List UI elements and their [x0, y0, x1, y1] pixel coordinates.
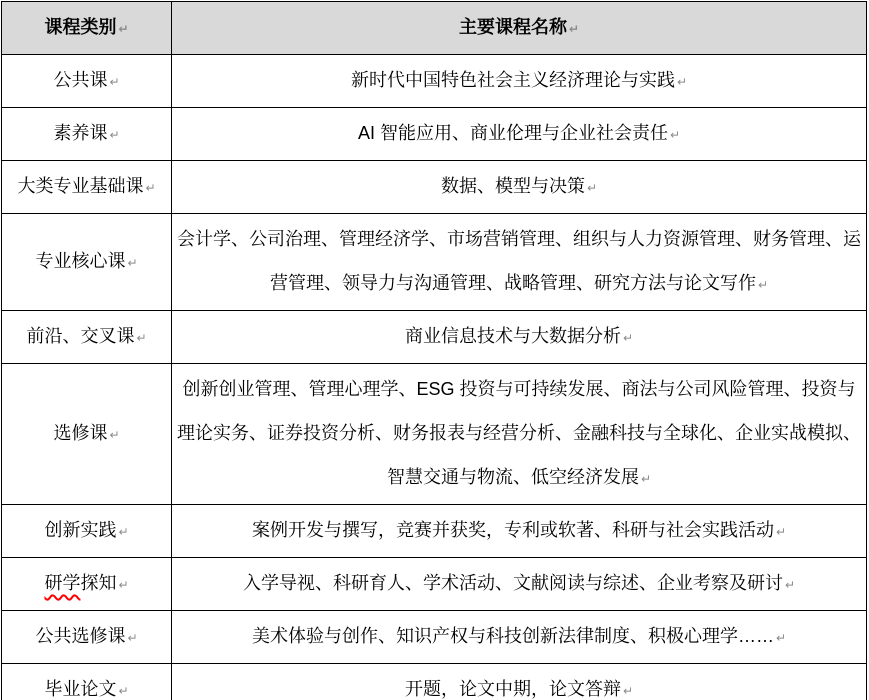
paragraph-mark-icon: ↵: [145, 181, 156, 195]
paragraph-mark-icon: ↵: [109, 128, 120, 142]
category-text: 专业核心课: [35, 251, 126, 271]
category-cell: [2, 214, 172, 311]
courses-text: 美术体验与创作、知识产权与科技创新法律制度、积极心理学……: [251, 626, 774, 646]
curriculum-table: [1, 1, 867, 700]
category-cell: [2, 108, 172, 161]
header-cell-category: [2, 2, 172, 55]
category-text: 公共选修课: [35, 626, 126, 646]
category-text: 前沿、交叉课: [26, 326, 135, 346]
table-row: [2, 214, 867, 311]
courses-cell: [172, 558, 867, 611]
courses-text: 数据、模型与决策: [440, 176, 585, 196]
courses-cell: [172, 611, 867, 664]
courses-text: 入学导视、科研育人、学术活动、文献阅读与综述、企业考察及研讨: [242, 573, 783, 593]
courses-text: 会计学、公司治理、管理经济学、市场营销管理、组织与人力资源管理、财务管理、运营管理、领导力与沟通管理、战略管理、研究方法与论文写作: [177, 229, 861, 293]
category-cell: [2, 364, 172, 505]
courses-text: 新时代中国特色社会主义经济理论与实践: [350, 70, 675, 90]
courses-text: 开题，论文中期，论文答辩: [404, 679, 621, 699]
category-cell: [2, 55, 172, 108]
paragraph-mark-icon: ↵: [784, 578, 796, 592]
category-cell: [2, 611, 172, 664]
category-text: 创新实践: [44, 520, 117, 540]
header-cell-courses: [172, 2, 867, 55]
courses-cell: [172, 505, 867, 558]
paragraph-mark-icon: ↵: [118, 578, 129, 592]
paragraph-mark-icon: ↵: [118, 684, 129, 698]
courses-text: AI 智能应用、商业伦理与企业社会责任: [357, 123, 668, 143]
paragraph-mark-icon: ↵: [109, 428, 120, 442]
category-text: 大类专业基础课: [17, 176, 144, 196]
courses-text: 案例开发与撰写，竞赛并获奖，专利或软著、科研与社会实践活动: [251, 520, 774, 540]
category-text: 素养课: [53, 123, 108, 143]
category-misspelled-part: 研学: [44, 573, 81, 593]
paragraph-mark-icon: ↵: [118, 22, 129, 36]
category-cell: [2, 505, 172, 558]
table-row: [2, 161, 867, 214]
paragraph-mark-icon: ↵: [622, 331, 634, 345]
paragraph-mark-icon: ↵: [676, 75, 688, 89]
table-row: [2, 664, 867, 700]
paragraph-mark-icon: ↵: [127, 631, 138, 645]
courses-text: 创新创业管理、管理心理学、ESG 投资与可持续发展、商法与公司风险管理、投资与理论实务、证券投资分析、财务报表与经营分析、金融科技与全球化、企业实战模拟、智慧交通与物流、低空经济发展: [177, 379, 861, 487]
paragraph-mark-icon: ↵: [118, 525, 129, 539]
category-text: 探知: [80, 573, 117, 593]
courses-cell: [172, 311, 867, 364]
courses-cell: [172, 161, 867, 214]
table-row: [2, 558, 867, 611]
paragraph-mark-icon: ↵: [622, 684, 634, 698]
header-category-label: 课程类别: [44, 17, 117, 37]
courses-cell: [172, 364, 867, 505]
courses-cell: [172, 214, 867, 311]
category-text: 毕业论文: [44, 679, 117, 699]
courses-cell: [172, 55, 867, 108]
category-cell: [2, 558, 172, 611]
table-row: [2, 55, 867, 108]
table-header-row: [2, 2, 867, 55]
table-row: [2, 364, 867, 505]
paragraph-mark-icon: ↵: [136, 331, 147, 345]
paragraph-mark-icon: ↵: [586, 181, 598, 195]
paragraph-mark-icon: ↵: [640, 472, 652, 486]
paragraph-mark-icon: ↵: [109, 75, 120, 89]
table-row: [2, 311, 867, 364]
category-cell: [2, 311, 172, 364]
paragraph-mark-icon: ↵: [775, 631, 787, 645]
table-row: [2, 611, 867, 664]
paragraph-mark-icon: ↵: [669, 128, 681, 142]
courses-text: 商业信息技术与大数据分析: [404, 326, 621, 346]
courses-cell: [172, 664, 867, 700]
category-text: 公共课: [53, 70, 108, 90]
courses-cell: [172, 108, 867, 161]
paragraph-mark-icon: ↵: [127, 256, 138, 270]
category-text: 选修课: [53, 423, 108, 443]
paragraph-mark-icon: ↵: [757, 278, 769, 292]
table-row: [2, 505, 867, 558]
category-cell: [2, 161, 172, 214]
category-cell: [2, 664, 172, 700]
header-courses-label: 主要课程名称: [458, 17, 567, 37]
paragraph-mark-icon: ↵: [568, 22, 580, 36]
paragraph-mark-icon: ↵: [775, 525, 787, 539]
table-row: [2, 108, 867, 161]
